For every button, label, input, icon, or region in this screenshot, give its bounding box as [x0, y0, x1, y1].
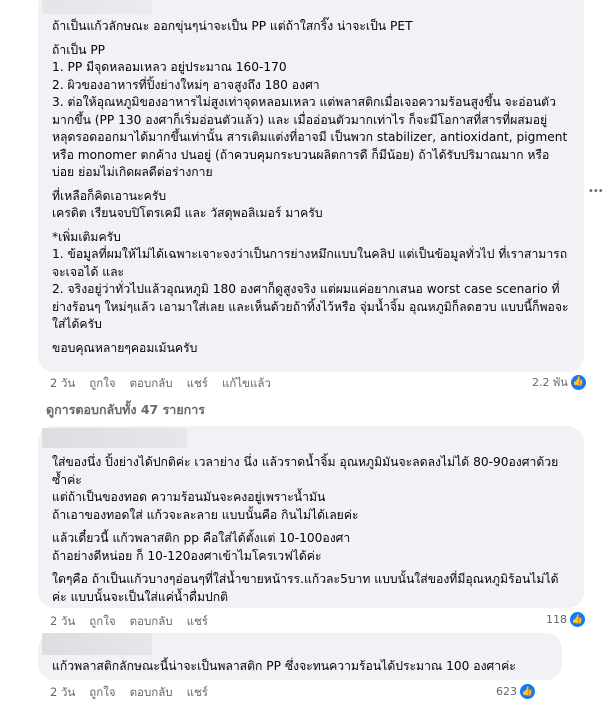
- comment-bubble-1: [38, 0, 584, 372]
- comment-text: ใส่ของนึ่ง ปิ้งย่างได้ปกติค่ะ เวลาย่าง นึ่ง แล้วราดน้ำจิ้ม อุณหภูมิมันจะลดลงไม่ได้ 80-90องศาด้วยซ้ำค่ะ แต่ถ้าเป็นของทอด ความร้อนมันจะคงอยู่เพราะน้ำมัน ถ้าเอาของทอดใส่ แก้วจะละลาย แบบนั้นคือ กินไม่ได้เลยค่ะ: [52, 455, 559, 522]
- comment-text: ถ้าเป็นแก้วลักษณะ ออกขุ่นๆน่าจะเป็น PP แต่ถ้าใสกริ๊ง น่าจะเป็น PET: [52, 19, 413, 33]
- comment-bubble-2: [38, 426, 584, 608]
- comment-text: ใดๆคือ ถ้าเป็นแก้วบางๆอ่อนๆที่ใส่น้ำขายหน้ารร.แก้วละ5บาท แบบนั้นใส่ของที่มีอุณหภูมิร้อนไม่ได้ค่ะ แบบนั้นจะเป็นใส่แค่น้ำดื่มปกติ: [52, 572, 559, 604]
- reaction-count[interactable]: [532, 373, 587, 391]
- comment-text: แก้วพลาสติกลักษณะนี้น่าจะเป็นพลาสติก PP ซึ่งจะทนความร้อนได้ประมาณ 100 องศาค่ะ: [52, 659, 516, 673]
- timestamp[interactable]: 2 วัน: [50, 376, 76, 390]
- comment-text: *เพิ่มเติมครับ 1. ข้อมูลที่ผมให้ไม่ได้เฉพาะเจาะจงว่าเป็นการย่างหมึกแบบในคลิป แต่เป็นข้อมูลทั่วไป ที่เราสามารถจะเจอได้ และ 2. จริงอยู่ว่าทั่วไปแล้วอุณหภูมิ 180 องศาก็ดูสูงจริง แต่ผมแค่อยากเสนอ worst case scenario ที่ย่างร้อนๆ ใหม่ๆแล้ว เอามาใส่เลย และเห็นด้วยถ้าทิ้งไว้หรือ จุ่มน้ำจิ้ม อุณหภูมิก็ลดฮวบ แบบนี้ก็พอจะใส่ได้ครับ: [52, 229, 569, 331]
- author-name-blurred: [42, 428, 187, 448]
- comment-actions: [50, 375, 271, 393]
- comment-text: ที่เหลือก็คิดเอานะครับ เครดิต เรียนจบปิโตรเคมี และ วัสดุพอลิเมอร์ มาครับ: [52, 188, 323, 220]
- comment-bubble-3: [38, 633, 562, 680]
- thumbs-up-icon: 👍: [570, 374, 587, 391]
- author-name-blurred: [42, 0, 152, 14]
- share-button[interactable]: แชร์: [186, 685, 208, 699]
- edited-label[interactable]: แก้ไขแล้ว: [221, 376, 271, 390]
- thumbs-up-icon: 👍: [519, 683, 536, 700]
- author-name-blurred: [42, 633, 152, 655]
- like-button[interactable]: ถูกใจ: [89, 376, 116, 390]
- comment-text: ขอบคุณหลายๆคอมเม้นครับ: [52, 340, 198, 355]
- reaction-count[interactable]: [496, 683, 536, 700]
- comment-text: แล้วเดี๋ยวนี้ แก้วพลาสติก pp คือใส่ได้ตั้งแต่ 10-100องศา ถ้าอย่างดีหน่อย ก็ 10-120องศาเข้าไมโครเวฟได้ค่ะ: [52, 531, 351, 563]
- reaction-count[interactable]: [546, 611, 586, 628]
- comment-text: ถ้าเป็น PP 1. PP มีจุดหลอมเหลว อยู่ประมาณ 160-170 2. ผิวของอาหารที่ปิ้งย่างใหม่ๆ อาจสูงถึง 180 องศา 3. ต่อให้อุณหภูมิของอาหารไม่สูงเท่าจุดหลอมเหลว แต่พลาสติกเมื่อเจอความร้อนสูงขึ้น จะอ่อนตัวมากขึ้น (PP 130 องศาก็เริ่มอ่อนตัวแล้ว) และ เมื่ออ่อนตัวมากเท่าไร ก็จะมีโอกาสที่สารที่ผสมอยู่หลุดรอดออกมาได้มากขึ้นเท่านั้น สารเติมแต่งที่อาจมี เป็นพวก stabilizer, antioxidant, pigment หรือ monomer ตกค้าง ปนอยู่ (ถ้าควบคุมกระบวนผลิตการดี ก็มีน้อย) ถ้าได้รับปริมาณมาก หรือบ่อย ย่อมไม่เกิดผลดีต่อร่างกาย: [52, 42, 568, 179]
- view-replies-link[interactable]: ดูการตอบกลับทั้ง 47 รายการ: [46, 402, 205, 417]
- comment-actions: [50, 613, 208, 631]
- thumbs-up-icon: 👍: [569, 611, 586, 628]
- more-options-icon[interactable]: •••: [588, 186, 603, 197]
- reaction-count-text: 118: [546, 613, 567, 626]
- reaction-count-text: 2.2 พัน: [532, 376, 568, 389]
- comment-actions: [50, 684, 208, 702]
- reaction-count-text: 623: [496, 685, 517, 698]
- share-button[interactable]: แชร์: [186, 614, 208, 628]
- share-button[interactable]: แชร์: [186, 376, 208, 390]
- like-button[interactable]: ถูกใจ: [89, 614, 116, 628]
- timestamp[interactable]: 2 วัน: [50, 614, 76, 628]
- reply-button[interactable]: ตอบกลับ: [129, 376, 173, 390]
- reply-button[interactable]: ตอบกลับ: [129, 614, 173, 628]
- reply-button[interactable]: ตอบกลับ: [129, 685, 173, 699]
- timestamp[interactable]: 2 วัน: [50, 685, 76, 699]
- like-button[interactable]: ถูกใจ: [89, 685, 116, 699]
